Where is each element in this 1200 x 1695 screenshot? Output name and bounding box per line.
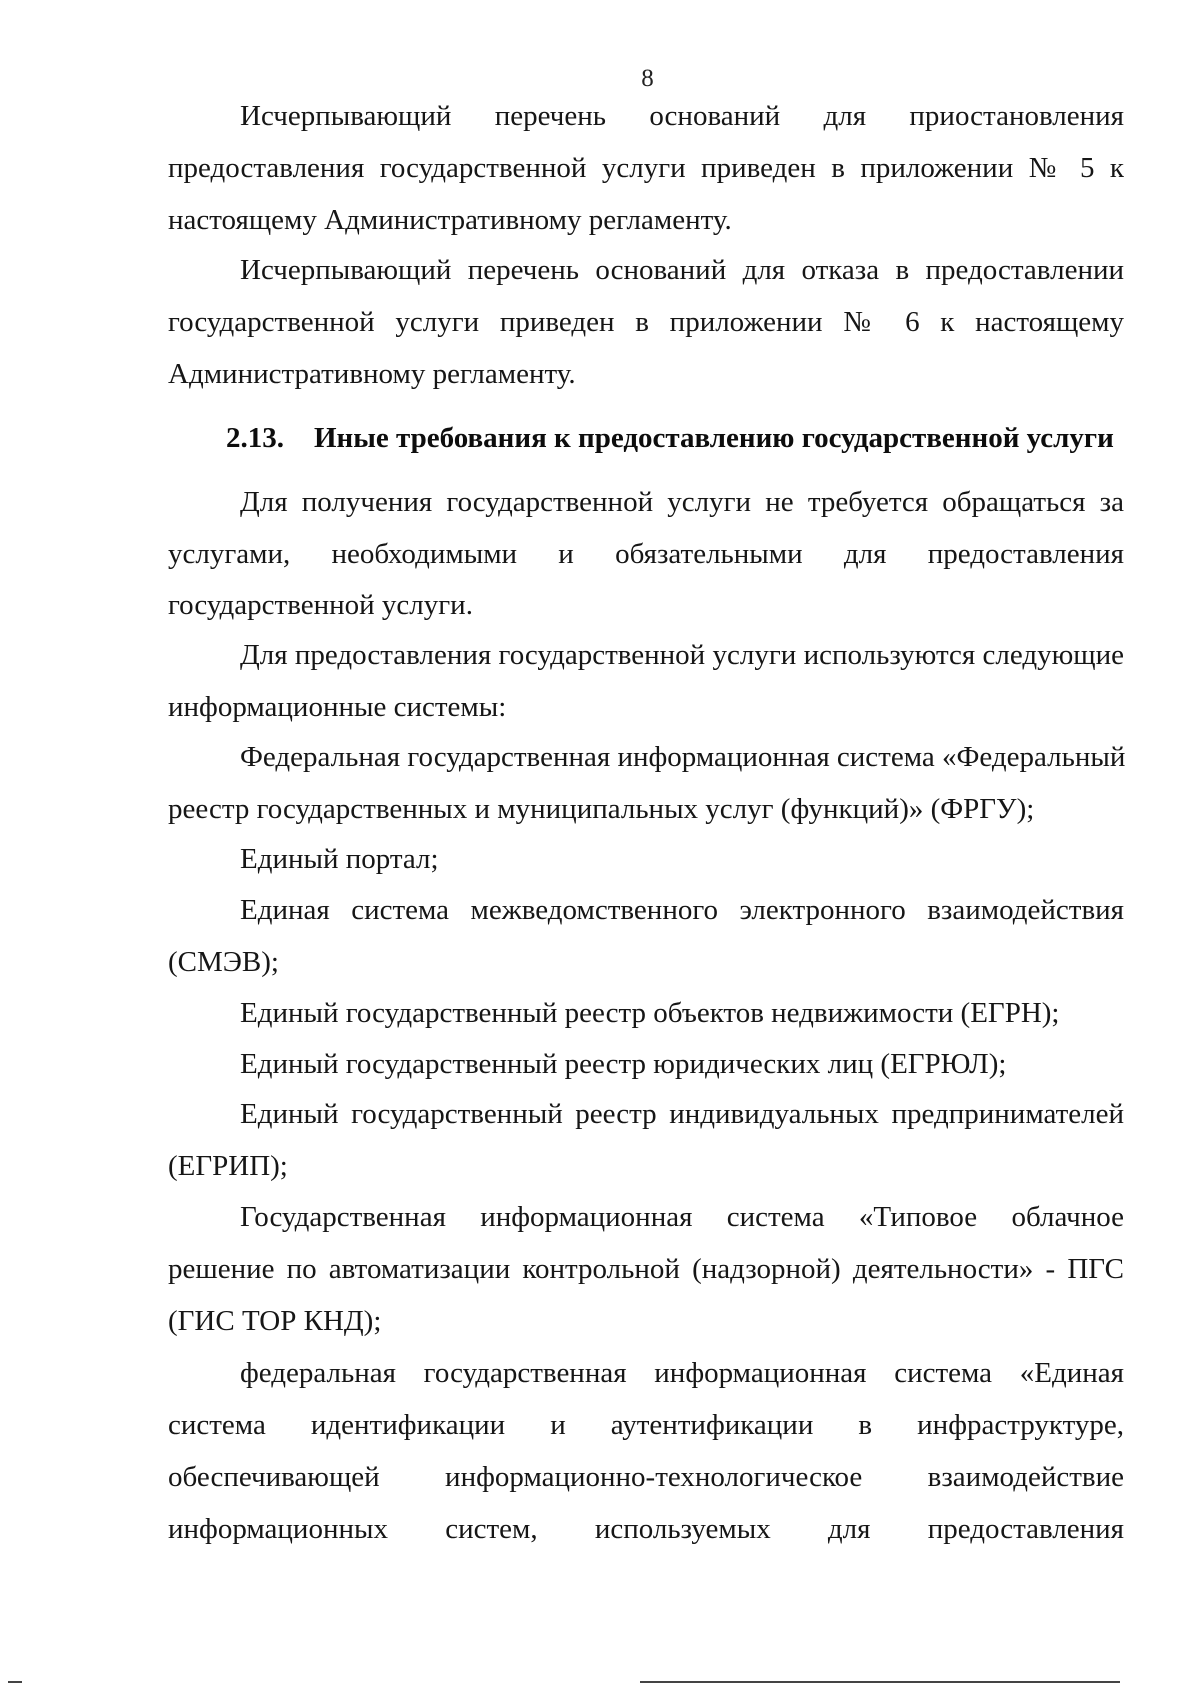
paragraph-3-line-3: государственной услуги. xyxy=(168,589,473,621)
paragraph-12-line-1: федеральная государственная информационная система «Единая xyxy=(240,1357,1124,1389)
paragraph-4-line-1: Для предоставления государственной услуги используются следующие xyxy=(240,639,1124,671)
section-number: 2.13. xyxy=(226,422,284,454)
section-heading xyxy=(226,418,1126,458)
paragraph-2-line-1: Исчерпывающий перечень оснований для отказа в предоставлении xyxy=(240,254,1124,286)
paragraph-2-line-2: государственной услуги приведен в приложении № 6 к настоящему xyxy=(168,306,1124,338)
paragraph-1-line-2: предоставления государственной услуги приведен в приложении № 5 к xyxy=(168,152,1124,184)
page-number: 8 xyxy=(641,65,654,92)
paragraph-12-line-4: информационных систем, используемых для предоставления xyxy=(168,1513,1124,1545)
paragraph-11-line-2: решение по автоматизации контрольной (надзорной) деятельности» - ПГС xyxy=(168,1253,1124,1285)
paragraph-3-line-2: услугами, необходимыми и обязательными для предоставления xyxy=(168,538,1124,570)
paragraph-3-line-1: Для получения государственной услуги не требуется обращаться за xyxy=(240,486,1124,518)
paragraph-10-line-2: (ЕГРИП); xyxy=(168,1150,288,1182)
paragraph-5-line-2: реестр государственных и муниципальных услуг (функций)» (ФРГУ); xyxy=(168,793,1035,825)
paragraph-12-line-2: система идентификации и аутентификации в инфраструктуре, xyxy=(168,1409,1124,1441)
scan-corner-mark xyxy=(8,1681,22,1683)
paragraph-11-line-3: (ГИС ТОР КНД); xyxy=(168,1305,382,1337)
paragraph-8-line-1: Единый государственный реестр объектов недвижимости (ЕГРН); xyxy=(240,997,1060,1029)
paragraph-4-line-2: информационные системы: xyxy=(168,691,507,723)
footer-rule xyxy=(640,1681,1120,1683)
paragraph-11-line-1: Государственная информационная система «Типовое облачное xyxy=(240,1201,1124,1233)
paragraph-1-line-3: настоящему Административному регламенту. xyxy=(168,204,732,236)
paragraph-10-line-1: Единый государственный реестр индивидуальных предпринимателей xyxy=(240,1098,1124,1130)
paragraph-1-line-1: Исчерпывающий перечень оснований для приостановления xyxy=(240,100,1124,132)
paragraph-9-line-1: Единый государственный реестр юридических лиц (ЕГРЮЛ); xyxy=(240,1048,1007,1080)
paragraph-6-line-1: Единый портал; xyxy=(240,843,439,875)
paragraph-2-line-3: Административному регламенту. xyxy=(168,358,576,390)
section-title: Иные требования к предоставлению государственной услуги xyxy=(314,422,1114,454)
paragraph-7-line-2: (СМЭВ); xyxy=(168,946,279,978)
paragraph-12-line-3: обеспечивающей информационно-технологическое взаимодействие xyxy=(168,1461,1124,1493)
paragraph-5-line-1: Федеральная государственная информационная система «Федеральный xyxy=(240,741,1126,773)
paragraph-7-line-1: Единая система межведомственного электронного взаимодействия xyxy=(240,894,1124,926)
